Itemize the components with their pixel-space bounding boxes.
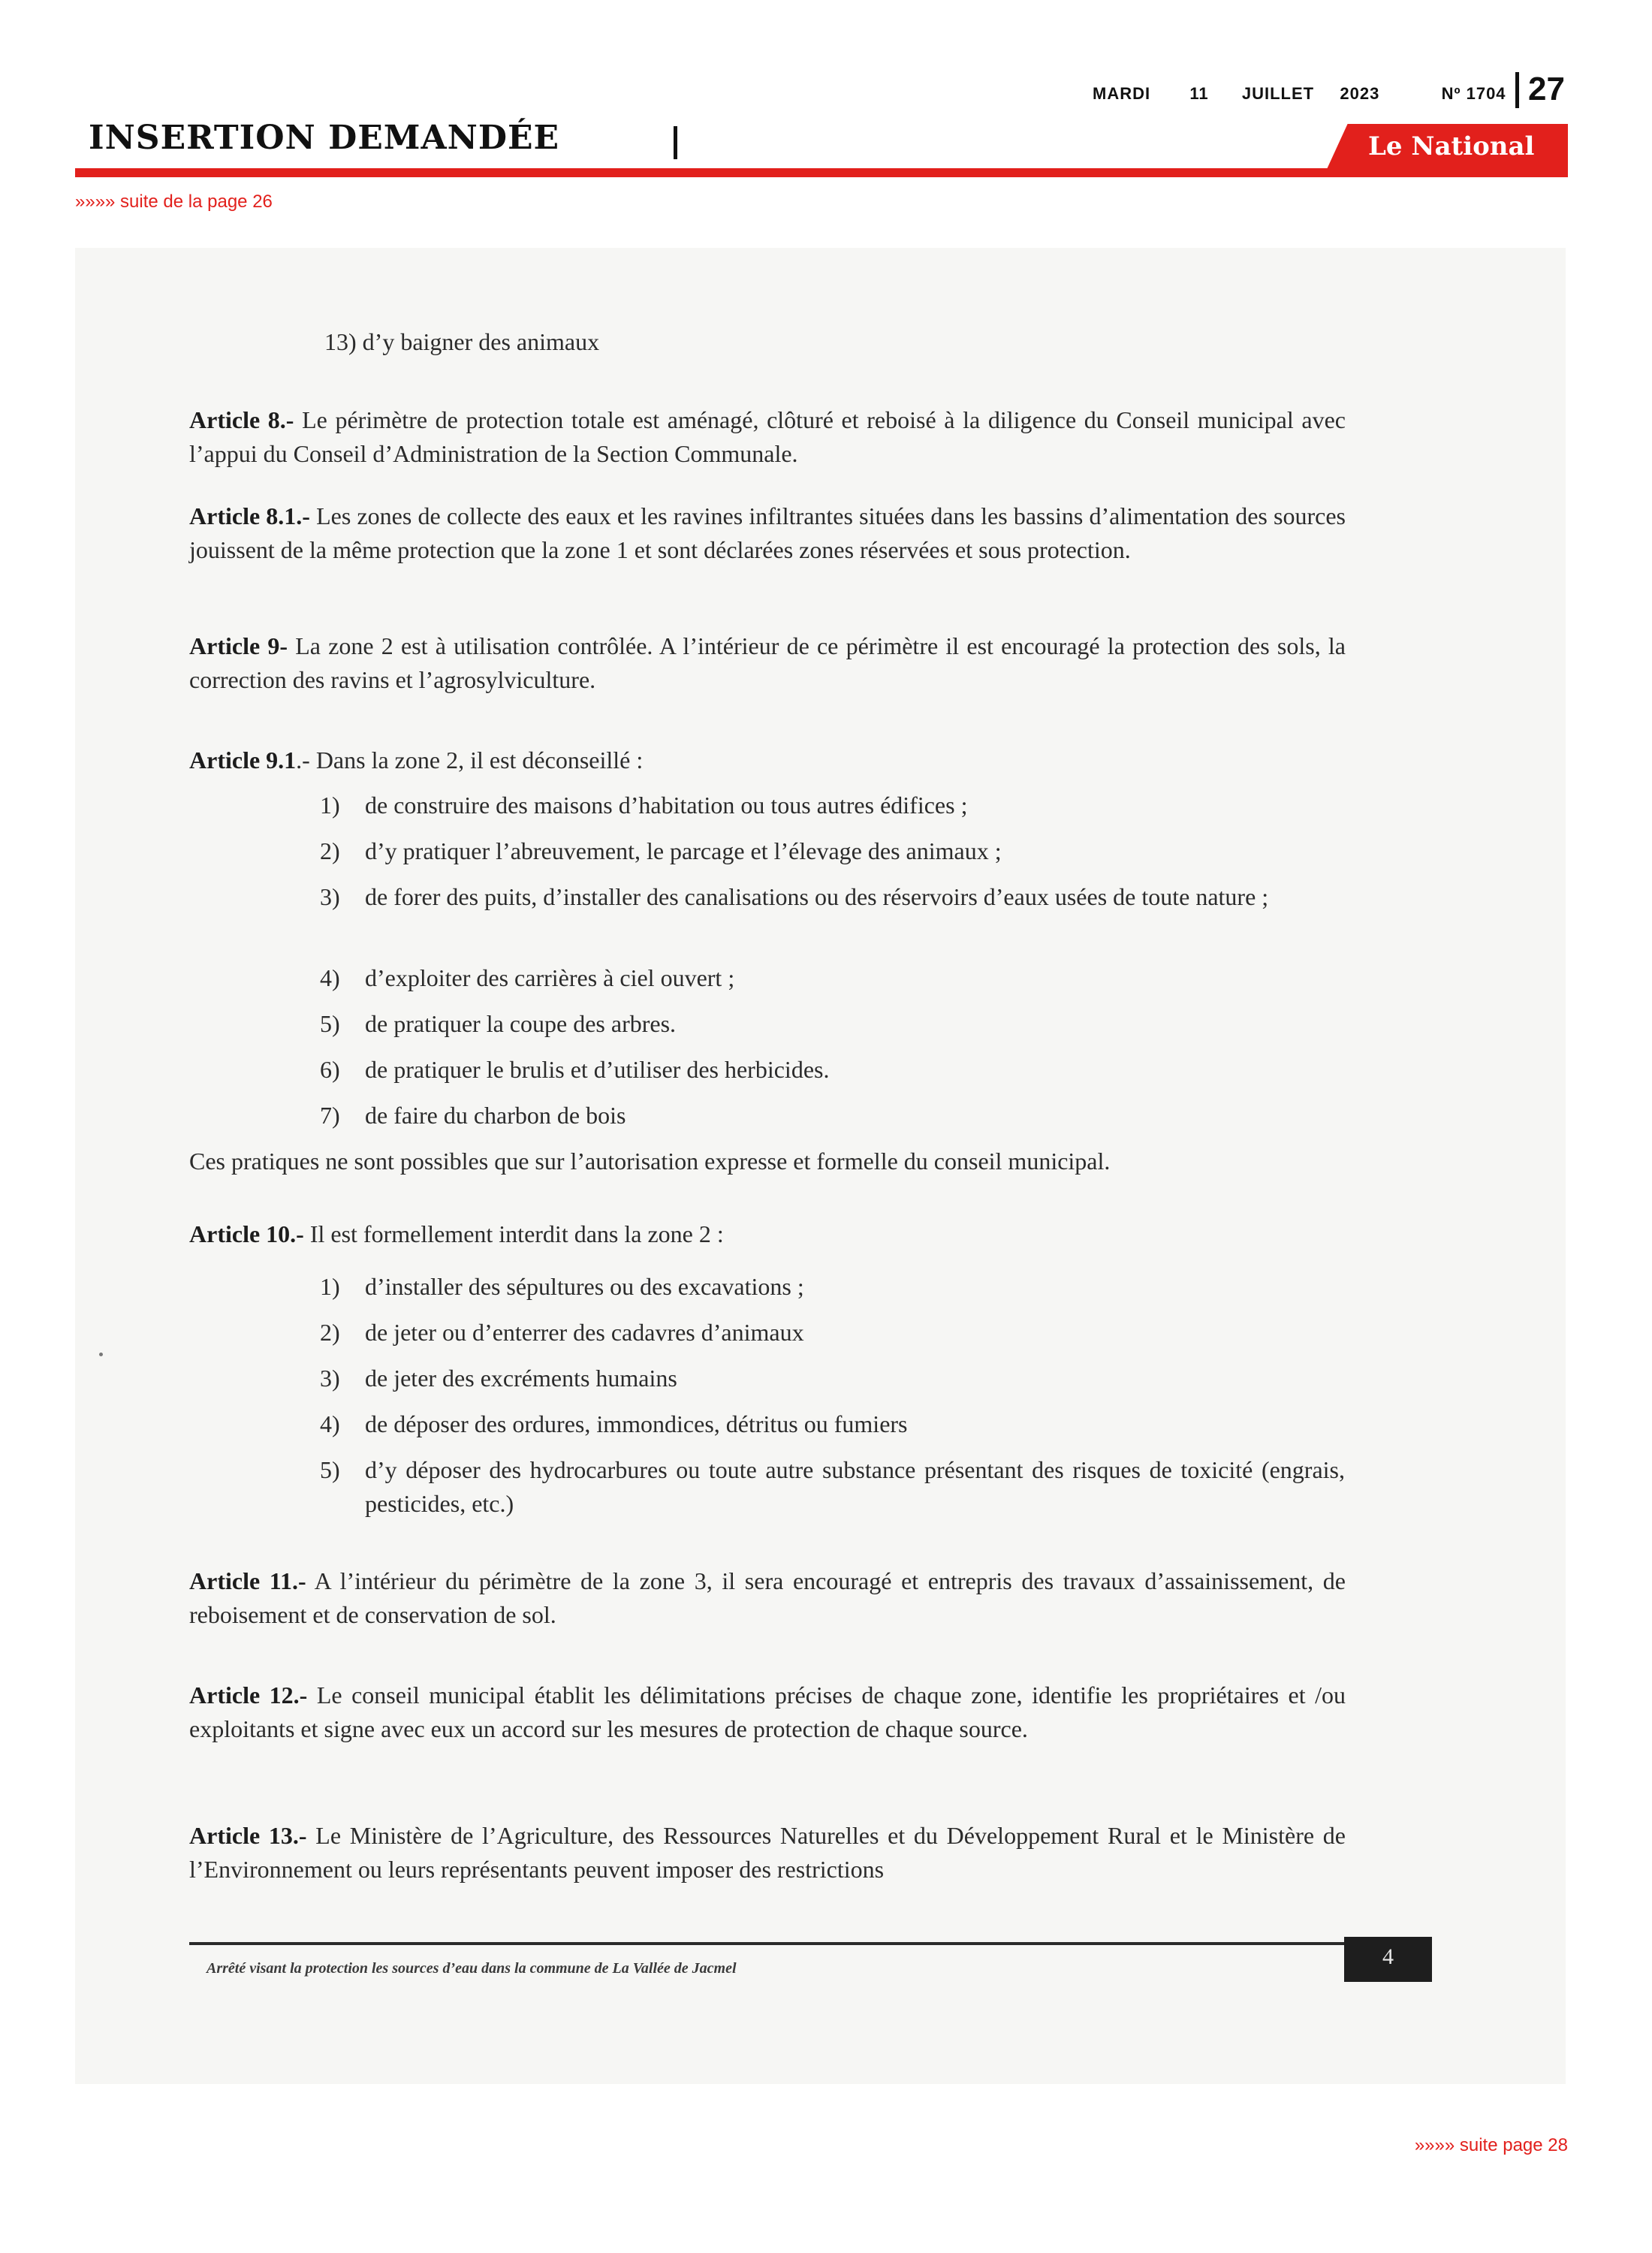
article-10-item	[320, 1407, 1345, 1441]
article-9-1-item	[320, 1099, 1345, 1133]
article-12-text: Le conseil municipal établit les délimitations précises de chaque zone, identifie les propriétaires et /ou exploitants et signe avec eux un accord sur les mesures de protection de chaque source.	[189, 1681, 1346, 1742]
item-number: 5)	[320, 1456, 340, 1483]
document-footer-text: Arrêté visant la protection les sources d’eau dans la commune de La Vallée de Jacmel	[206, 1960, 737, 1977]
article-11-label: Article 11.-	[189, 1567, 306, 1594]
document-page-number: 4	[1382, 1944, 1394, 1969]
item-number: 1)	[320, 792, 340, 819]
item-text: de jeter ou d’enterrer des cadavres d’animaux	[365, 1319, 804, 1346]
item-text: de jeter des excréments humains	[365, 1365, 677, 1392]
item-number: 1)	[320, 1273, 340, 1300]
article-8-1-text: Les zones de collecte des eaux et les ravines infiltrantes situées dans les bassins d’alimentation des sources jouissent de la même protection que la zone 1 et sont déclarées zones réservées et sous protection.	[189, 502, 1346, 563]
article-10-item	[320, 1316, 1345, 1350]
item-text: de pratiquer le brulis et d’utiliser des herbicides.	[365, 1056, 830, 1083]
article-8	[189, 403, 1346, 471]
item-number: 3)	[320, 883, 340, 910]
article-9-1-item	[320, 789, 1345, 822]
article-8-text: Le périmètre de protection totale est aménagé, clôturé et reboisé à la diligence du Conseil municipal avec l’appui du Conseil d’Administration de la Section Communale.	[189, 406, 1346, 467]
article-8-1	[189, 499, 1346, 567]
article-10-item	[320, 1453, 1345, 1521]
article-9-label: Article 9-	[189, 632, 288, 659]
article-9	[189, 629, 1346, 697]
article-12	[189, 1678, 1346, 1746]
item-number: 4)	[320, 1410, 340, 1437]
article-9-1-item	[320, 1007, 1345, 1041]
article-9-1-item	[320, 961, 1345, 995]
article-10-item	[320, 1270, 1345, 1304]
item-number: 2)	[320, 1319, 340, 1346]
page-number: 27	[1528, 71, 1565, 107]
item-text: de pratiquer la coupe des arbres.	[365, 1010, 677, 1037]
article-10-item	[320, 1362, 1345, 1395]
issue-day: MARDI	[1093, 84, 1151, 103]
article-9-1-closing: Ces pratiques ne sont possibles que sur l’autorisation expresse et formelle du conseil municipal.	[189, 1148, 1111, 1175]
item-number: 6)	[320, 1056, 340, 1083]
issue-date-number: 11	[1189, 84, 1209, 103]
scan-speck	[99, 1353, 103, 1356]
item-text: de faire du charbon de bois	[365, 1102, 626, 1129]
article-9-1	[189, 743, 1346, 777]
item-text: de construire des maisons d’habitation ou tous autres édifices ;	[365, 792, 968, 819]
article-13	[189, 1819, 1346, 1887]
item-text: d’y déposer des hydrocarbures ou toute autre substance présentant des risques de toxicité (engrais, pesticides, etc.)	[365, 1456, 1345, 1517]
section-title: INSERTION DEMANDÉE	[89, 119, 560, 157]
item-number: 4)	[320, 964, 340, 991]
item-text: d’installer des sépultures ou des excavations ;	[365, 1273, 804, 1300]
issue-month: JUILLET	[1241, 84, 1315, 103]
item-number: 7)	[320, 1102, 340, 1129]
article-13-label: Article 13.-	[189, 1822, 307, 1849]
item-text: de forer des puits, d’installer des canalisations ou des réservoirs d’eaux usées de toute nature ;	[365, 883, 1269, 910]
issue-number: Nº 1704	[1441, 84, 1506, 103]
article-9-1-item	[320, 834, 1345, 868]
document-footer-rule	[189, 1942, 1346, 1945]
item-number: 2)	[320, 837, 340, 864]
item-text: de déposer des ordures, immondices, détritus ou fumiers	[365, 1410, 908, 1437]
continued-to-link[interactable]: »»»» suite page 28	[1414, 2135, 1568, 2155]
brand-name: Le National	[1368, 131, 1535, 161]
article-11	[189, 1564, 1346, 1632]
item-number: 3)	[320, 1365, 340, 1392]
article-11-text: A l’intérieur du périmètre de la zone 3, il sera encouragé et entrepris des travaux d’assainissement, de reboisement et de conservation de sol.	[189, 1567, 1346, 1628]
article-8-1-label: Article 8.1.-	[189, 502, 310, 529]
article-13-text: Le Ministère de l’Agriculture, des Ressources Naturelles et du Développement Rural et le Ministère de l’Environnement ou leurs représentants peuvent imposer des restrictions	[189, 1822, 1346, 1883]
article-12-label: Article 12.-	[189, 1681, 308, 1709]
issue-info	[1093, 84, 1506, 104]
article-10-label: Article 10.-	[189, 1220, 304, 1247]
article-10	[189, 1217, 1346, 1251]
article-9-text: La zone 2 est à utilisation contrôlée. A l’intérieur de ce périmètre il est encouragé la protection des sols, la correction des ravins et l’agrosylviculture.	[189, 632, 1346, 693]
article-9-1-item	[320, 1053, 1345, 1087]
item-text: d’y pratiquer l’abreuvement, le parcage et l’élevage des animaux ;	[365, 837, 1002, 864]
article-10-text: Il est formellement interdit dans la zone 2 :	[303, 1220, 724, 1247]
article-9-1-text: .- Dans la zone 2, il est déconseillé :	[296, 746, 644, 774]
page-number-divider	[1515, 72, 1519, 108]
article-9-1-item	[320, 880, 1345, 914]
article-9-1-label: Article 9.1	[189, 746, 297, 774]
item-text: d’exploiter des carrières à ciel ouvert ;	[365, 964, 735, 991]
item-number: 5)	[320, 1010, 340, 1037]
continued-from-link[interactable]: »»»» suite de la page 26	[75, 192, 273, 212]
article-8-label: Article 8.-	[189, 406, 294, 433]
list-item-13: 13) d’y baigner des animaux	[324, 328, 600, 355]
section-title-divider	[674, 126, 677, 159]
issue-year: 2023	[1340, 84, 1380, 103]
